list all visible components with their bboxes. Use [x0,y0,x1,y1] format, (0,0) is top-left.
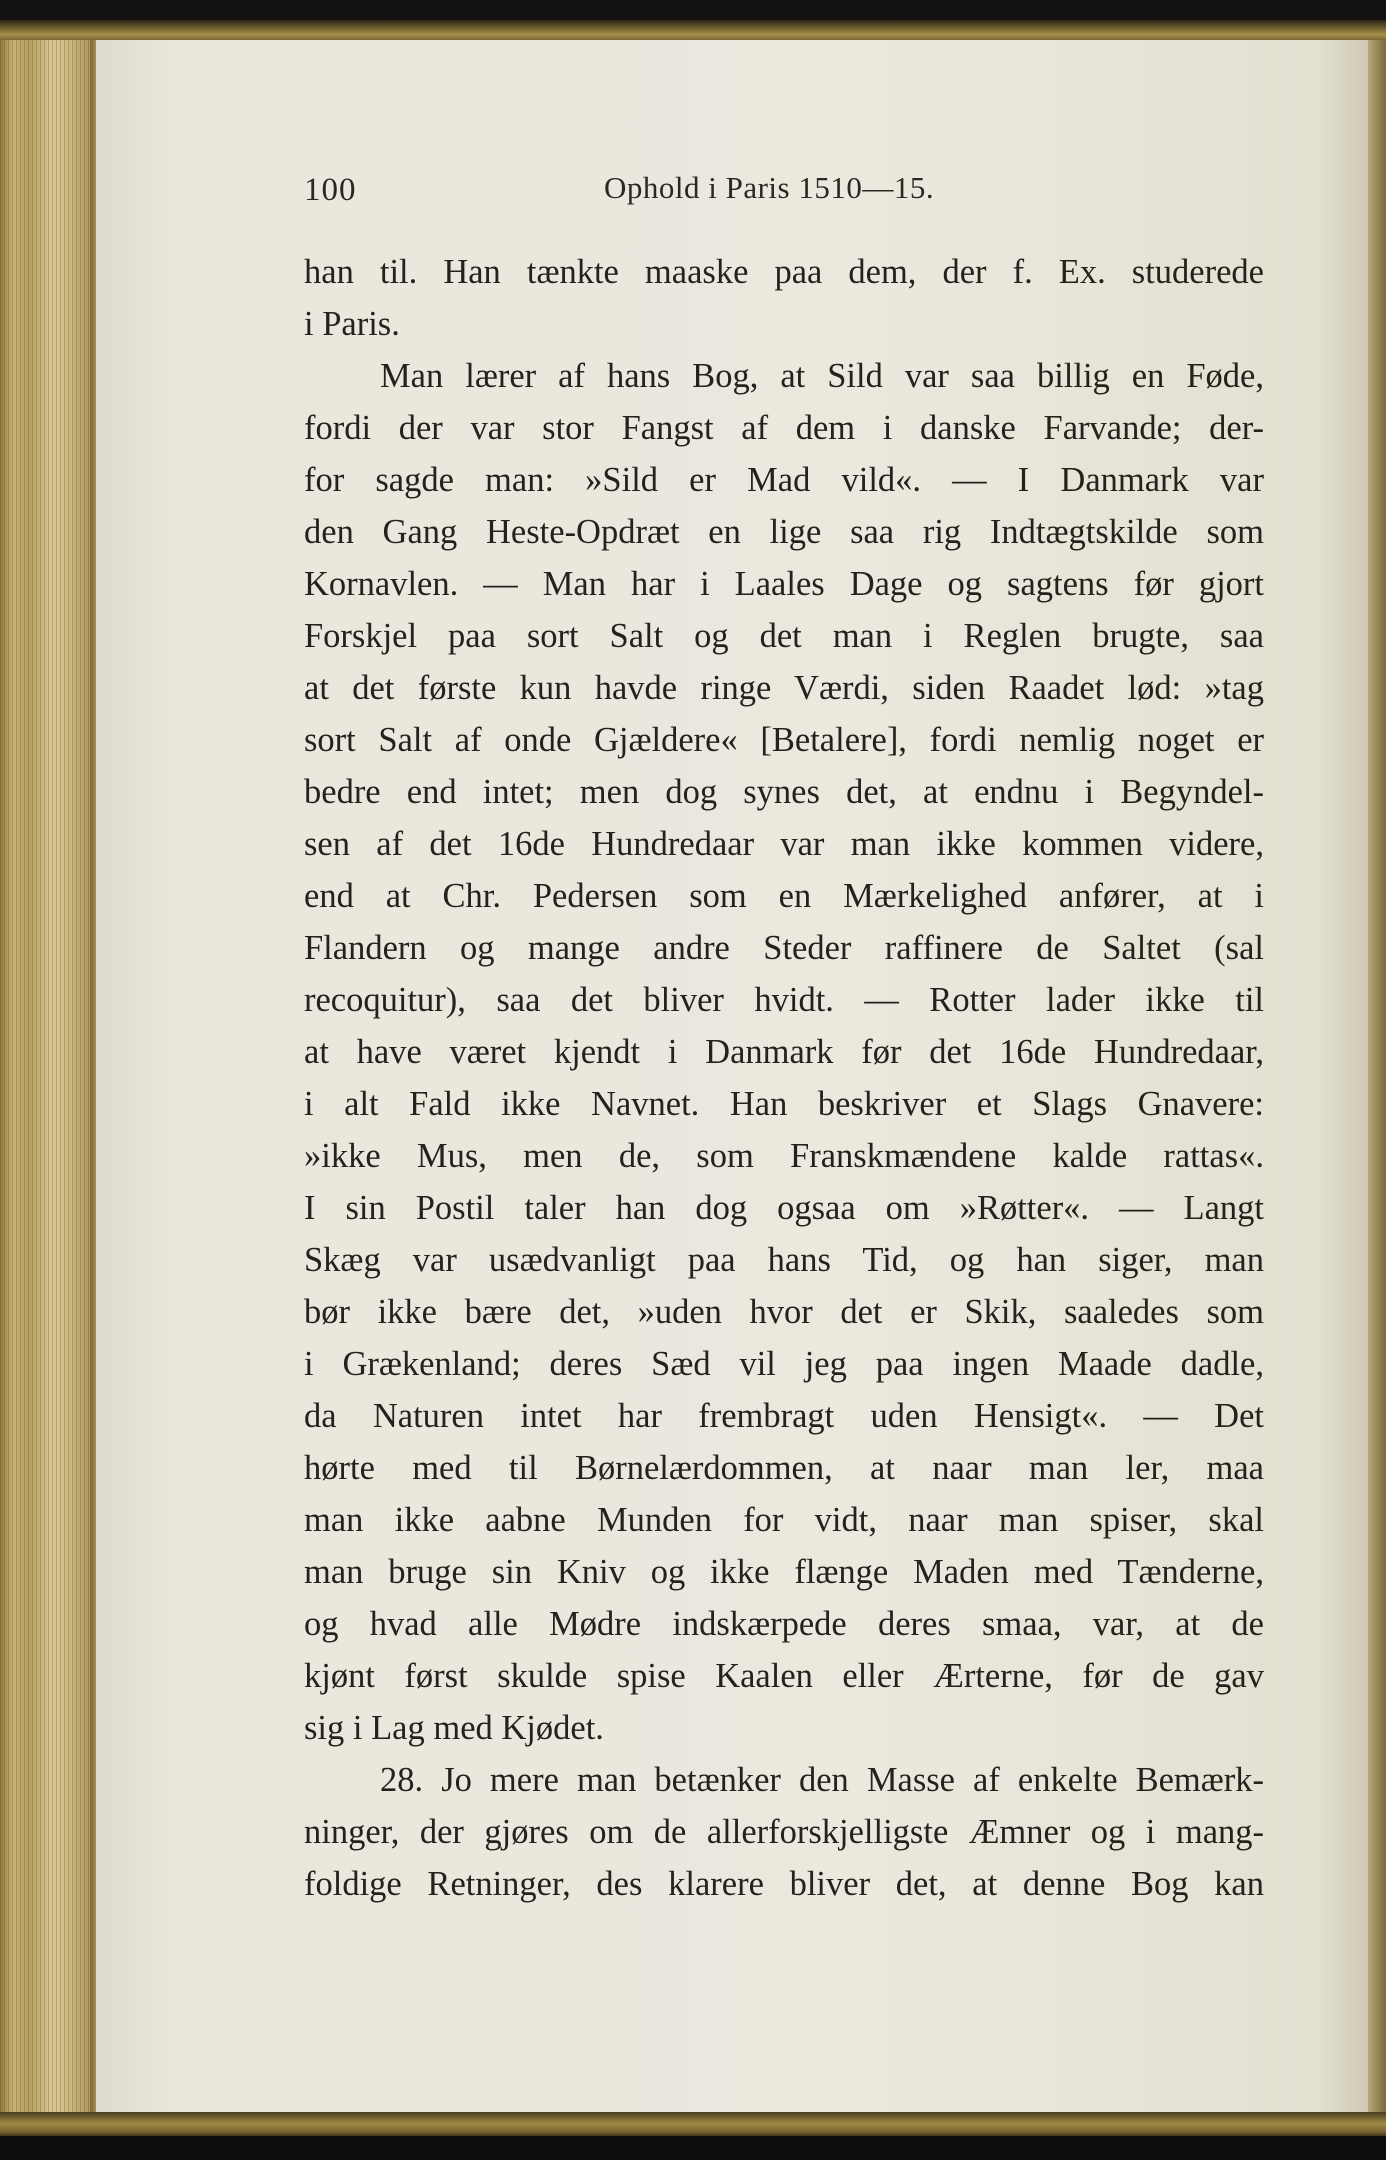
text-line: i alt Fald ikke Navnet. Han beskriver et Slags Gnavere: [304,1085,1264,1123]
book-page-edges [0,40,96,2120]
book-right-edge [1368,40,1386,2120]
text-line: I sin Postil taler han dog ogsaa om »Røtter«. — Langt [304,1189,1264,1227]
text-line: Forskjel paa sort Salt og det man i Reglen brugte, saa [304,617,1264,655]
text-line: man bruge sin Kniv og ikke flænge Maden med Tænderne, [304,1553,1264,1591]
text-line: 28. Jo mere man betænker den Masse af enkelte Bemærk- [380,1761,1264,1799]
text-line: hørte med til Børnelærdommen, at naar man ler, maa [304,1449,1264,1487]
text-line: at det første kun havde ringe Værdi, siden Raadet lød: »tag [304,669,1264,707]
page-header [304,170,1264,220]
text-line: man ikke aabne Munden for vidt, naar man spiser, skal [304,1501,1264,1539]
text-line: recoquitur), saa det bliver hvidt. — Rotter lader ikke til [304,981,1264,1019]
text-line: foldige Retninger, des klarere bliver det, at denne Bog kan [304,1865,1264,1903]
text-line: i Paris. [304,305,400,343]
text-line: i Grækenland; deres Sæd vil jeg paa ingen Maade dadle, [304,1345,1264,1383]
text-line: da Naturen intet har frembragt uden Hensigt«. — Det [304,1397,1264,1435]
text-line: at have været kjendt i Danmark før det 16de Hundredaar, [304,1033,1264,1071]
text-line: bedre end intet; men dog synes det, at endnu i Begyndel- [304,773,1264,811]
text-line: Flandern og mange andre Steder raffinere de Saltet (sal [304,929,1264,967]
text-line: for sagde man: »Sild er Mad vild«. — I Danmark var [304,461,1264,499]
text-line: Skæg var usædvanligt paa hans Tid, og han siger, man [304,1241,1264,1279]
text-line: sort Salt af onde Gjældere« [Betalere], fordi nemlig noget er [304,721,1264,759]
text-line: og hvad alle Mødre indskærpede deres smaa, var, at de [304,1605,1264,1643]
text-line: ninger, der gjøres om de allerforskjelligste Æmner og i mang- [304,1813,1264,1851]
page-number: 100 [304,172,357,208]
bottom-background [0,2136,1386,2160]
text-line: kjønt først skulde spise Kaalen eller Ærterne, før de gav [304,1657,1264,1695]
text-line: sen af det 16de Hundredaar var man ikke kommen videre, [304,825,1264,863]
text-line: sig i Lag med Kjødet. [304,1709,604,1747]
text-line: han til. Han tænkte maaske paa dem, der f. Ex. studerede [304,253,1264,291]
book-bottom-edge [0,2112,1386,2138]
running-head: Ophold i Paris 1510—15. [604,170,935,205]
text-line: den Gang Heste-Opdræt en lige saa rig Indtægtskilde som [304,513,1264,551]
text-line: fordi der var stor Fangst af dem i danske Farvande; der- [304,409,1264,447]
text-line: bør ikke bære det, »uden hvor det er Skik, saaledes som [304,1293,1264,1331]
text-line: »ikke Mus, men de, som Franskmændene kalde rattas«. [304,1137,1264,1175]
text-line: end at Chr. Pedersen som en Mærkelighed anfører, at i [304,877,1264,915]
text-line: Man lærer af hans Bog, at Sild var saa billig en Føde, [380,357,1264,395]
top-background [0,0,1386,22]
body-text [304,246,1264,1910]
text-line: Kornavlen. — Man har i Laales Dage og sagtens før gjort [304,565,1264,603]
